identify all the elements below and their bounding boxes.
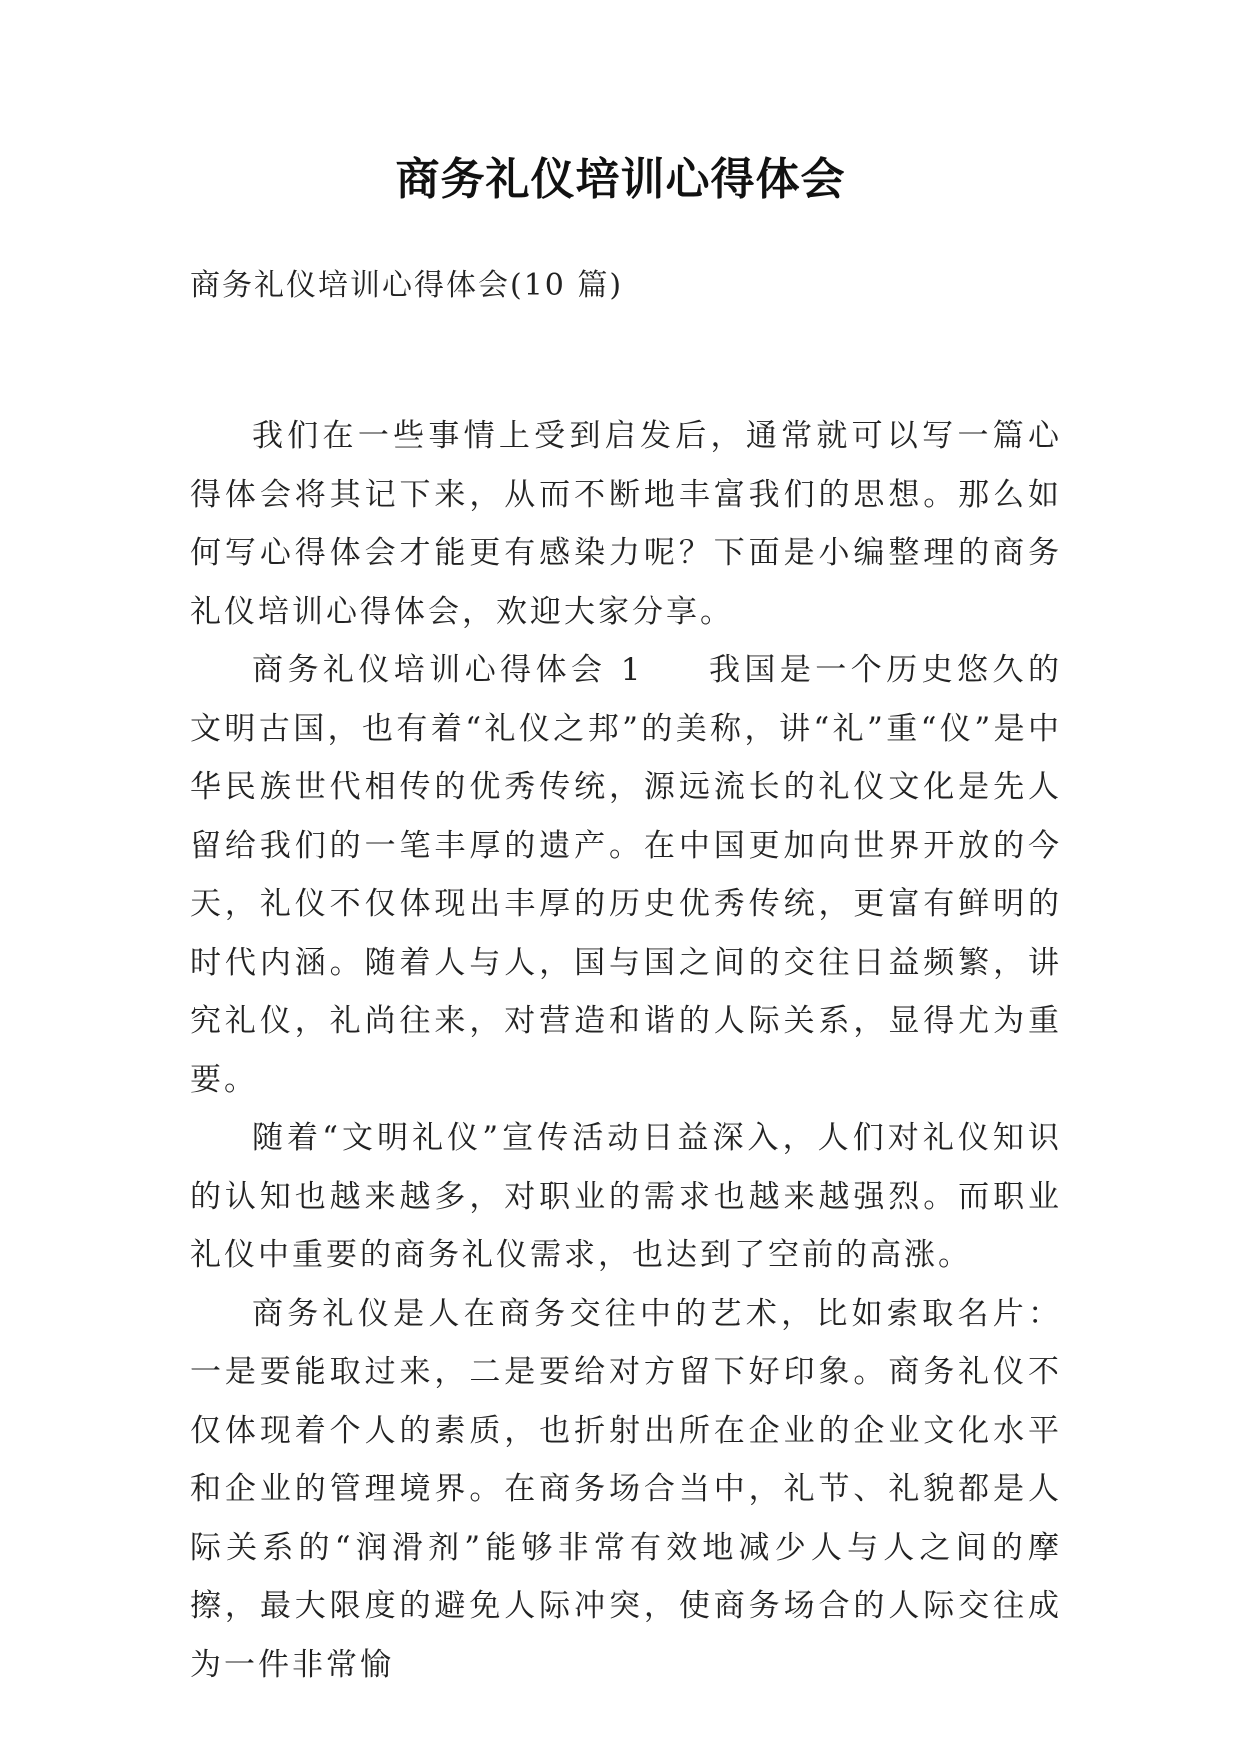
paragraph-text: 我们在一些事情上受到启发后，通常就可以写一篇心得体会将其记下来，从而不断地丰富我们的思想。那么如何写心得体会才能更有感染力呢？下面是小编整理的商务礼仪培训心得体会，欢迎大家分享。 — [190, 418, 1062, 630]
document-title: 商务礼仪培训心得体会 — [395, 154, 846, 205]
document-body — [190, 407, 1062, 1694]
section-heading: 商务礼仪培训心得体会 1 — [252, 652, 644, 688]
paragraph-text: 商务礼仪是人在商务交往中的艺术，比如索取名片：一是要能取过来，二是要给对方留下好印象。商务礼仪不仅体现着个人的素质，也折射出所在企业的企业文化水平和企业的管理境界。在商务场合当中，礼节、礼貌都是人际关系的“润滑剂”能够非常有效地减少人与人之间的摩擦，最大限度的避免人际冲突，使商务场合的人际交往成为一件非常愉 — [190, 1295, 1062, 1683]
paragraph-text: 我国是一个历史悠久的文明古国，也有着“礼仪之邦”的美称，讲“礼”重“仪”是中华民族世代相传的优秀传统，源远流长的礼仪文化是先人留给我们的一笔丰厚的遗产。在中国更加向世界开放的今天，礼仪不仅体现出丰厚的历史优秀传统，更富有鲜明的时代内涵。随着人与人，国与国之间的交往日益频繁，讲究礼仪，礼尚往来，对营造和谐的人际关系，显得尤为重要。 — [190, 652, 1063, 1098]
paragraph-intro — [190, 407, 1062, 641]
paragraph-etiquette-demand — [190, 1109, 1062, 1285]
paragraph-text: 随着“文明礼仪”宣传活动日益深入，人们对礼仪知识的认知也越来越多，对职业的需求也越来越强烈。而职业礼仪中重要的商务礼仪需求，也达到了空前的高涨。 — [190, 1120, 1062, 1273]
paragraph-section-1 — [190, 641, 1062, 1109]
paragraph-business-etiquette — [190, 1285, 1062, 1695]
document-subtitle: 商务礼仪培训心得体会(10 篇) — [190, 268, 624, 303]
